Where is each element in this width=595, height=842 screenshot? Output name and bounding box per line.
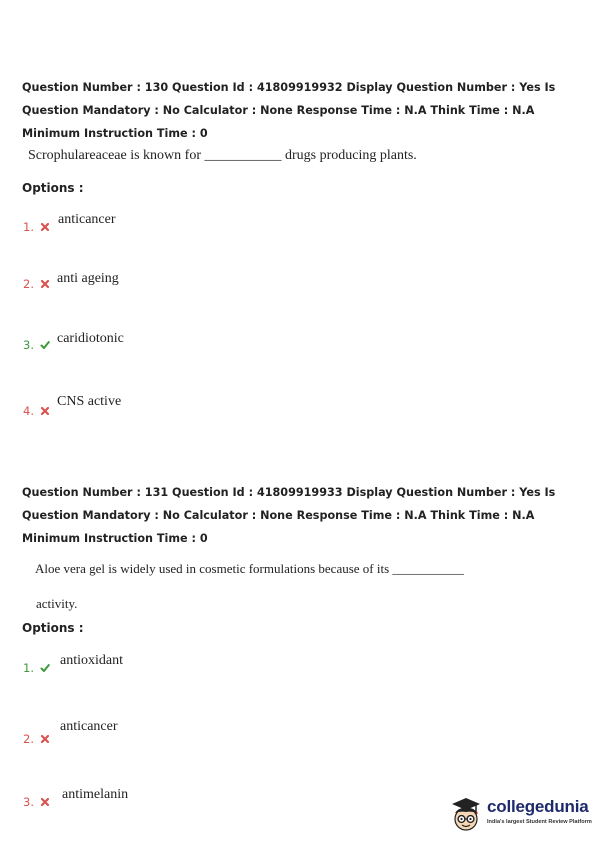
- question-130-meta: Question Number : 130 Question Id : 41809919932 Display Question Number : Yes Is Question Mandatory : No Calculator : None Response Time : N.A Think Time : N.A Minimum Instruction Time : 0: [22, 81, 556, 140]
- q130-option-1-text: anticancer: [58, 212, 116, 227]
- check-icon: [40, 663, 50, 673]
- logo-tagline: India's largest Student Review Platform: [487, 819, 592, 825]
- question-131-options-label: Options :: [22, 621, 84, 635]
- question-130-text: Scrophulareaceae is known for ___________ drugs producing plants.: [28, 148, 417, 163]
- cross-icon: [40, 797, 50, 807]
- cross-icon: [40, 406, 50, 416]
- q131-option-2-number: 2.: [23, 732, 50, 746]
- q131-option-3-number: 3.: [23, 795, 50, 809]
- question-131-meta: Question Number : 131 Question Id : 41809919933 Display Question Number : Yes Is Question Mandatory : No Calculator : None Response Time : N.A Think Time : N.A Minimum Instruction Time : 0: [22, 486, 556, 545]
- q130-option-4-number: 4.: [23, 404, 50, 418]
- q130-option-3-text: caridiotonic: [57, 331, 124, 346]
- q130-option-2-text: anti ageing: [57, 271, 119, 286]
- mascot-icon: [449, 795, 483, 837]
- collegedunia-logo: [449, 795, 595, 839]
- q131-option-3-text: antimelanin: [62, 787, 129, 802]
- logo-name: collegedunia: [487, 797, 589, 816]
- cross-icon: [40, 279, 50, 289]
- cross-icon: [40, 734, 50, 744]
- q130-option-2-number: 2.: [23, 277, 50, 291]
- q130-option-1-number: 1.: [23, 220, 50, 234]
- q130-option-4-text: CNS active: [57, 394, 122, 409]
- question-131-text-line-1: Aloe vera gel is widely used in cosmetic formulations because of its ___________: [35, 561, 464, 576]
- q131-option-2-text: anticancer: [60, 719, 118, 734]
- q131-option-1-number: 1.: [23, 661, 50, 675]
- question-130-options-label: Options :: [22, 181, 84, 195]
- question-131-text-line-2: activity.: [36, 596, 78, 611]
- q131-option-1-text: antioxidant: [60, 653, 123, 668]
- cross-icon: [40, 222, 50, 232]
- q130-option-3-number: 3.: [23, 338, 50, 352]
- check-icon: [40, 340, 50, 350]
